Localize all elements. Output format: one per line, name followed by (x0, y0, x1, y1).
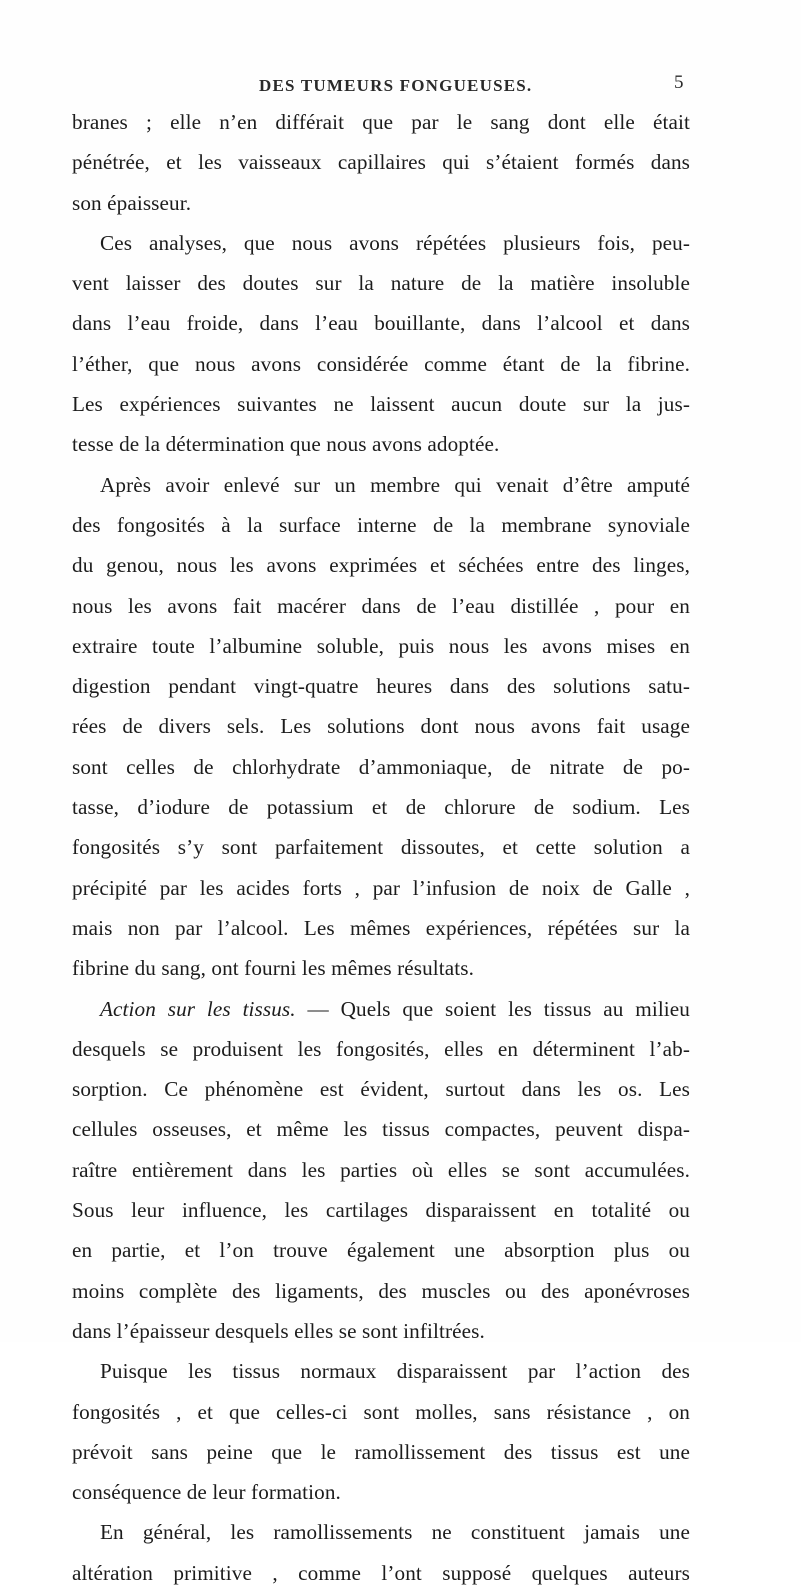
text-line: des fongosités à la surface interne de la membrane synoviale (72, 512, 690, 537)
section-lead-italic: Action sur les tissus. (100, 996, 296, 1021)
text-line: cellules osseuses, et même les tissus compactes, peuvent dispa- (72, 1117, 690, 1142)
text-line: desquels se produisent les fongosités, elles en déterminent l’ab- (72, 1036, 690, 1061)
text-line: digestion pendant vingt-quatre heures dans des solutions satu- (72, 674, 690, 699)
text-line: sorption. Ce phénomène est évident, surtout dans les os. Les (72, 1077, 690, 1102)
text-line: fongosités s’y sont parfaitement dissoutes, et cette solution a (72, 835, 690, 860)
page-header (0, 72, 801, 102)
text-line: rées de divers sels. Les solutions dont nous avons fait usage (72, 714, 690, 739)
text-line: en partie, et l’on trouve également une absorption plus ou (72, 1238, 690, 1263)
text-line: précipité par les acides forts , par l’infusion de noix de Galle , (72, 875, 690, 900)
text-line: conséquence de leur formation. (72, 1480, 341, 1505)
text-line: extraire toute l’albumine soluble, puis nous les avons mises en (72, 633, 690, 658)
text-line: du genou, nous les avons exprimées et séchées entre des linges, (72, 553, 690, 578)
page-number: 5 (674, 72, 684, 93)
text-line: fongosités , et que celles-ci sont molles, sans résistance , on (72, 1399, 690, 1424)
text-line: En général, les ramollissements ne constituent jamais une (100, 1520, 690, 1545)
text-line: Sous leur influence, les cartilages disparaissent en totalité ou (72, 1198, 690, 1223)
text-line: tesse de la détermination que nous avons adoptée. (72, 432, 500, 457)
text-line: tasse, d’iodure de potassium et de chlorure de sodium. Les (72, 795, 690, 820)
text-line: altération primitive , comme l’ont supposé quelques auteurs (72, 1560, 690, 1585)
text-line: raître entièrement dans les parties où elles se sont accumulées. (72, 1157, 690, 1182)
text-line: nous les avons fait macérer dans de l’eau distillée , pour en (72, 593, 690, 618)
text-line: Après avoir enlevé sur un membre qui venait d’être amputé (100, 472, 690, 497)
text-line: prévoit sans peine que le ramollissement des tissus est une (72, 1439, 690, 1464)
text-line-with-italic-lead (72, 989, 690, 1029)
text-line-rest: — Quels que soient les tissus au milieu (307, 996, 690, 1021)
text-line: Ces analyses, que nous avons répétées plusieurs fois, peu- (100, 230, 690, 255)
text-line: Les expériences suivantes ne laissent aucun doute sur la jus- (72, 392, 690, 417)
text-line: moins complète des ligaments, des muscles ou des aponévroses (72, 1278, 690, 1303)
text-line: dans l’eau froide, dans l’eau bouillante, dans l’alcool et dans (72, 311, 690, 336)
text-line: vent laisser des doutes sur la nature de la matière insoluble (72, 271, 690, 296)
body-text (72, 102, 690, 1593)
text-line: branes ; elle n’en différait que par le sang dont elle était (72, 110, 690, 134)
text-line: mais non par l’alcool. Les mêmes expériences, répétées sur la (72, 915, 690, 940)
text-line: pénétrée, et les vaisseaux capillaires qui s’étaient formés dans (72, 150, 690, 175)
text-line: sont celles de chlorhydrate d’ammoniaque, de nitrate de po- (72, 754, 690, 779)
text-line: l’éther, que nous avons considérée comme étant de la fibrine. (72, 351, 690, 376)
text-line: son épaisseur. (72, 190, 192, 215)
text-line: fibrine du sang, ont fourni les mêmes résultats. (72, 956, 474, 981)
text-line: Puisque les tissus normaux disparaissent par l’action des (100, 1359, 690, 1384)
text-line: dans l’épaisseur desquels elles se sont infiltrées. (72, 1318, 485, 1343)
running-head: DES TUMEURS FONGUEUSES. (259, 76, 533, 95)
